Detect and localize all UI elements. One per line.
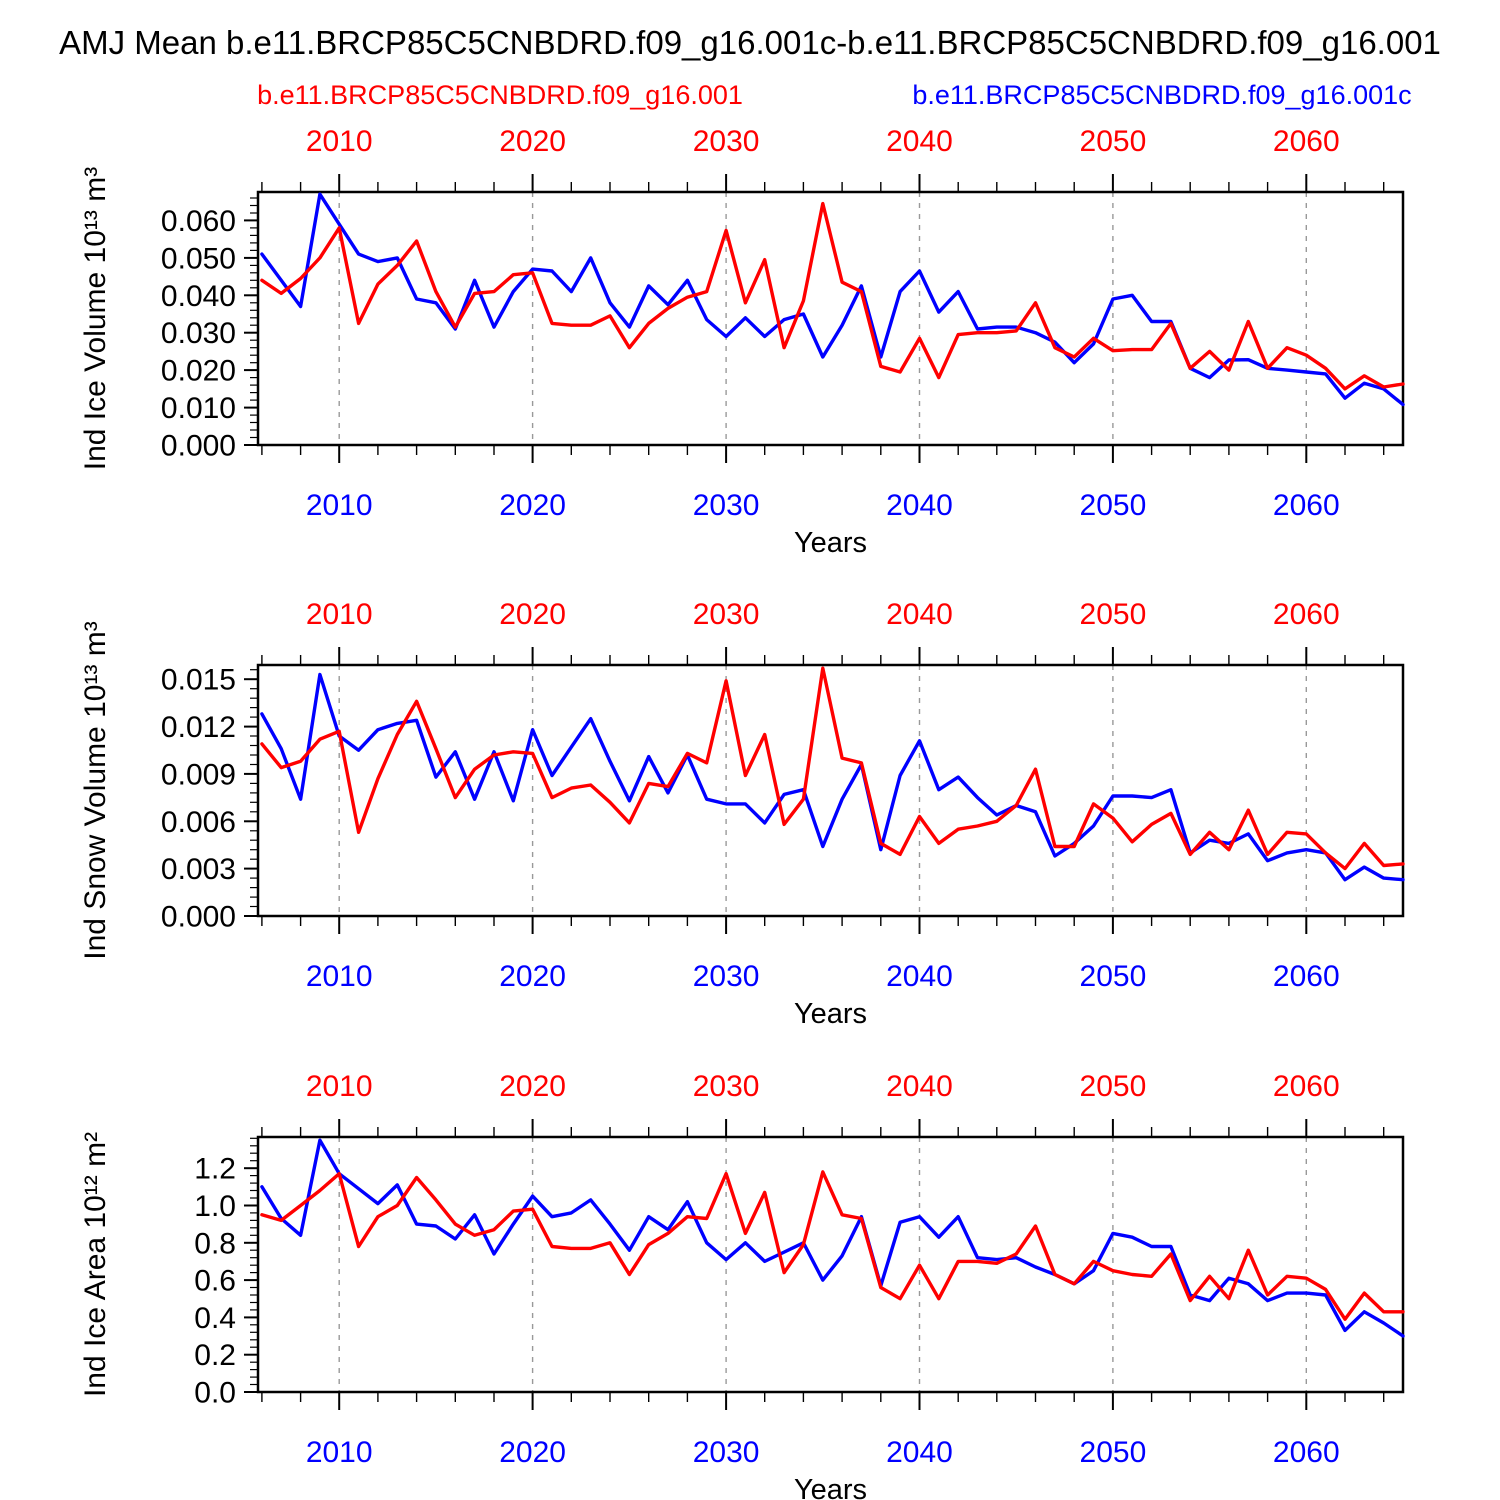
decade-label-bottom: 2050 [1079, 1436, 1147, 1469]
decade-label-bottom: 2040 [886, 960, 953, 993]
y-tick-label: 0.050 [160, 242, 236, 276]
decade-label-top: 2040 [886, 598, 953, 631]
y-tick-label: 0.040 [160, 279, 236, 313]
decade-label-bottom: 2020 [499, 489, 566, 522]
decade-label-bottom: 2030 [692, 489, 760, 522]
y-tick-label: 0.020 [160, 354, 236, 388]
panel-ind-ice-area [79, 1070, 1403, 1500]
decade-label-bottom: 2040 [886, 489, 953, 522]
decade-label-bottom: 2010 [305, 960, 373, 993]
legend-entry-001: b.e11.BRCP85C5CNBDRD.f09_g16.001 [257, 80, 743, 110]
series-line-001 [262, 204, 1403, 389]
decade-label-bottom: 2060 [1272, 960, 1340, 993]
decade-label-bottom: 2010 [305, 1436, 373, 1469]
decade-label-top: 2050 [1079, 1070, 1147, 1103]
decade-label-bottom: 2010 [305, 489, 373, 522]
decade-label-top: 2020 [499, 1070, 566, 1103]
decade-label-top: 2050 [1079, 598, 1147, 631]
y-tick-label: 0.4 [194, 1301, 236, 1335]
x-axis-title: Years [793, 527, 868, 559]
decade-label-top: 2030 [692, 598, 760, 631]
y-tick-label: 0.006 [160, 805, 236, 839]
y-tick-label: 0.060 [160, 204, 236, 238]
y-tick-label: 0.030 [160, 317, 236, 351]
decade-label-top: 2030 [692, 1070, 760, 1103]
decade-label-bottom: 2020 [499, 960, 566, 993]
decade-label-top: 2010 [305, 1070, 373, 1103]
decade-label-top: 2040 [886, 125, 953, 158]
y-tick-label: 0.010 [160, 392, 236, 426]
y-tick-label: 1.0 [194, 1190, 236, 1223]
decade-label-bottom: 2030 [692, 1436, 760, 1469]
decade-label-top: 2040 [886, 1070, 953, 1103]
decade-label-top: 2010 [305, 125, 373, 158]
y-tick-label: 0.003 [160, 853, 236, 887]
plot-box [258, 1137, 1403, 1392]
decade-label-bottom: 2030 [692, 960, 760, 993]
x-axis-title: Years [793, 1474, 868, 1500]
y-axis-title: Ind Ice Volume 10¹³ m³ [79, 166, 112, 471]
chart-title: AMJ Mean b.e11.BRCP85C5CNBDRD.f09_g16.001c-b.e11.BRCP85C5CNBDRD.f09_g16.001 [59, 24, 1441, 61]
decade-label-top: 2060 [1272, 1070, 1340, 1103]
decade-label-bottom: 2040 [886, 1436, 953, 1469]
decade-label-bottom: 2060 [1272, 489, 1340, 522]
decade-label-bottom: 2020 [499, 1436, 566, 1469]
decade-label-bottom: 2050 [1079, 960, 1147, 993]
legend-entry-001c: b.e11.BRCP85C5CNBDRD.f09_g16.001c [912, 80, 1412, 110]
y-tick-label: 0.000 [160, 429, 236, 463]
y-tick-label: 0.012 [160, 711, 236, 745]
y-tick-label: 0.000 [160, 900, 236, 934]
x-axis-title: Years [793, 998, 868, 1030]
y-tick-label: 0.8 [194, 1227, 236, 1261]
y-tick-label: 0.0 [194, 1376, 236, 1410]
decade-label-top: 2050 [1079, 125, 1147, 158]
decade-label-top: 2060 [1272, 598, 1340, 631]
y-tick-label: 0.015 [160, 663, 236, 697]
series-line-001 [262, 1172, 1403, 1319]
series-line-001c [262, 1140, 1403, 1336]
decade-label-top: 2020 [499, 598, 566, 631]
y-tick-label: 0.2 [194, 1339, 236, 1373]
y-axis-title: Ind Ice Area 10¹² m² [79, 1131, 112, 1398]
y-axis-title: Ind Snow Volume 10¹³ m³ [79, 621, 112, 960]
decade-label-bottom: 2060 [1272, 1436, 1340, 1469]
decade-label-top: 2060 [1272, 125, 1340, 158]
decade-label-bottom: 2050 [1079, 489, 1147, 522]
panel-ind-ice-volume [79, 125, 1403, 559]
decade-label-top: 2010 [305, 598, 373, 631]
panel-ind-snow-volume [79, 598, 1403, 1030]
y-tick-label: 0.6 [194, 1264, 236, 1298]
y-tick-label: 1.2 [194, 1152, 236, 1186]
y-tick-label: 0.009 [160, 758, 236, 792]
decade-label-top: 2020 [499, 125, 566, 158]
decade-label-top: 2030 [692, 125, 760, 158]
series-line-001c [262, 194, 1403, 404]
